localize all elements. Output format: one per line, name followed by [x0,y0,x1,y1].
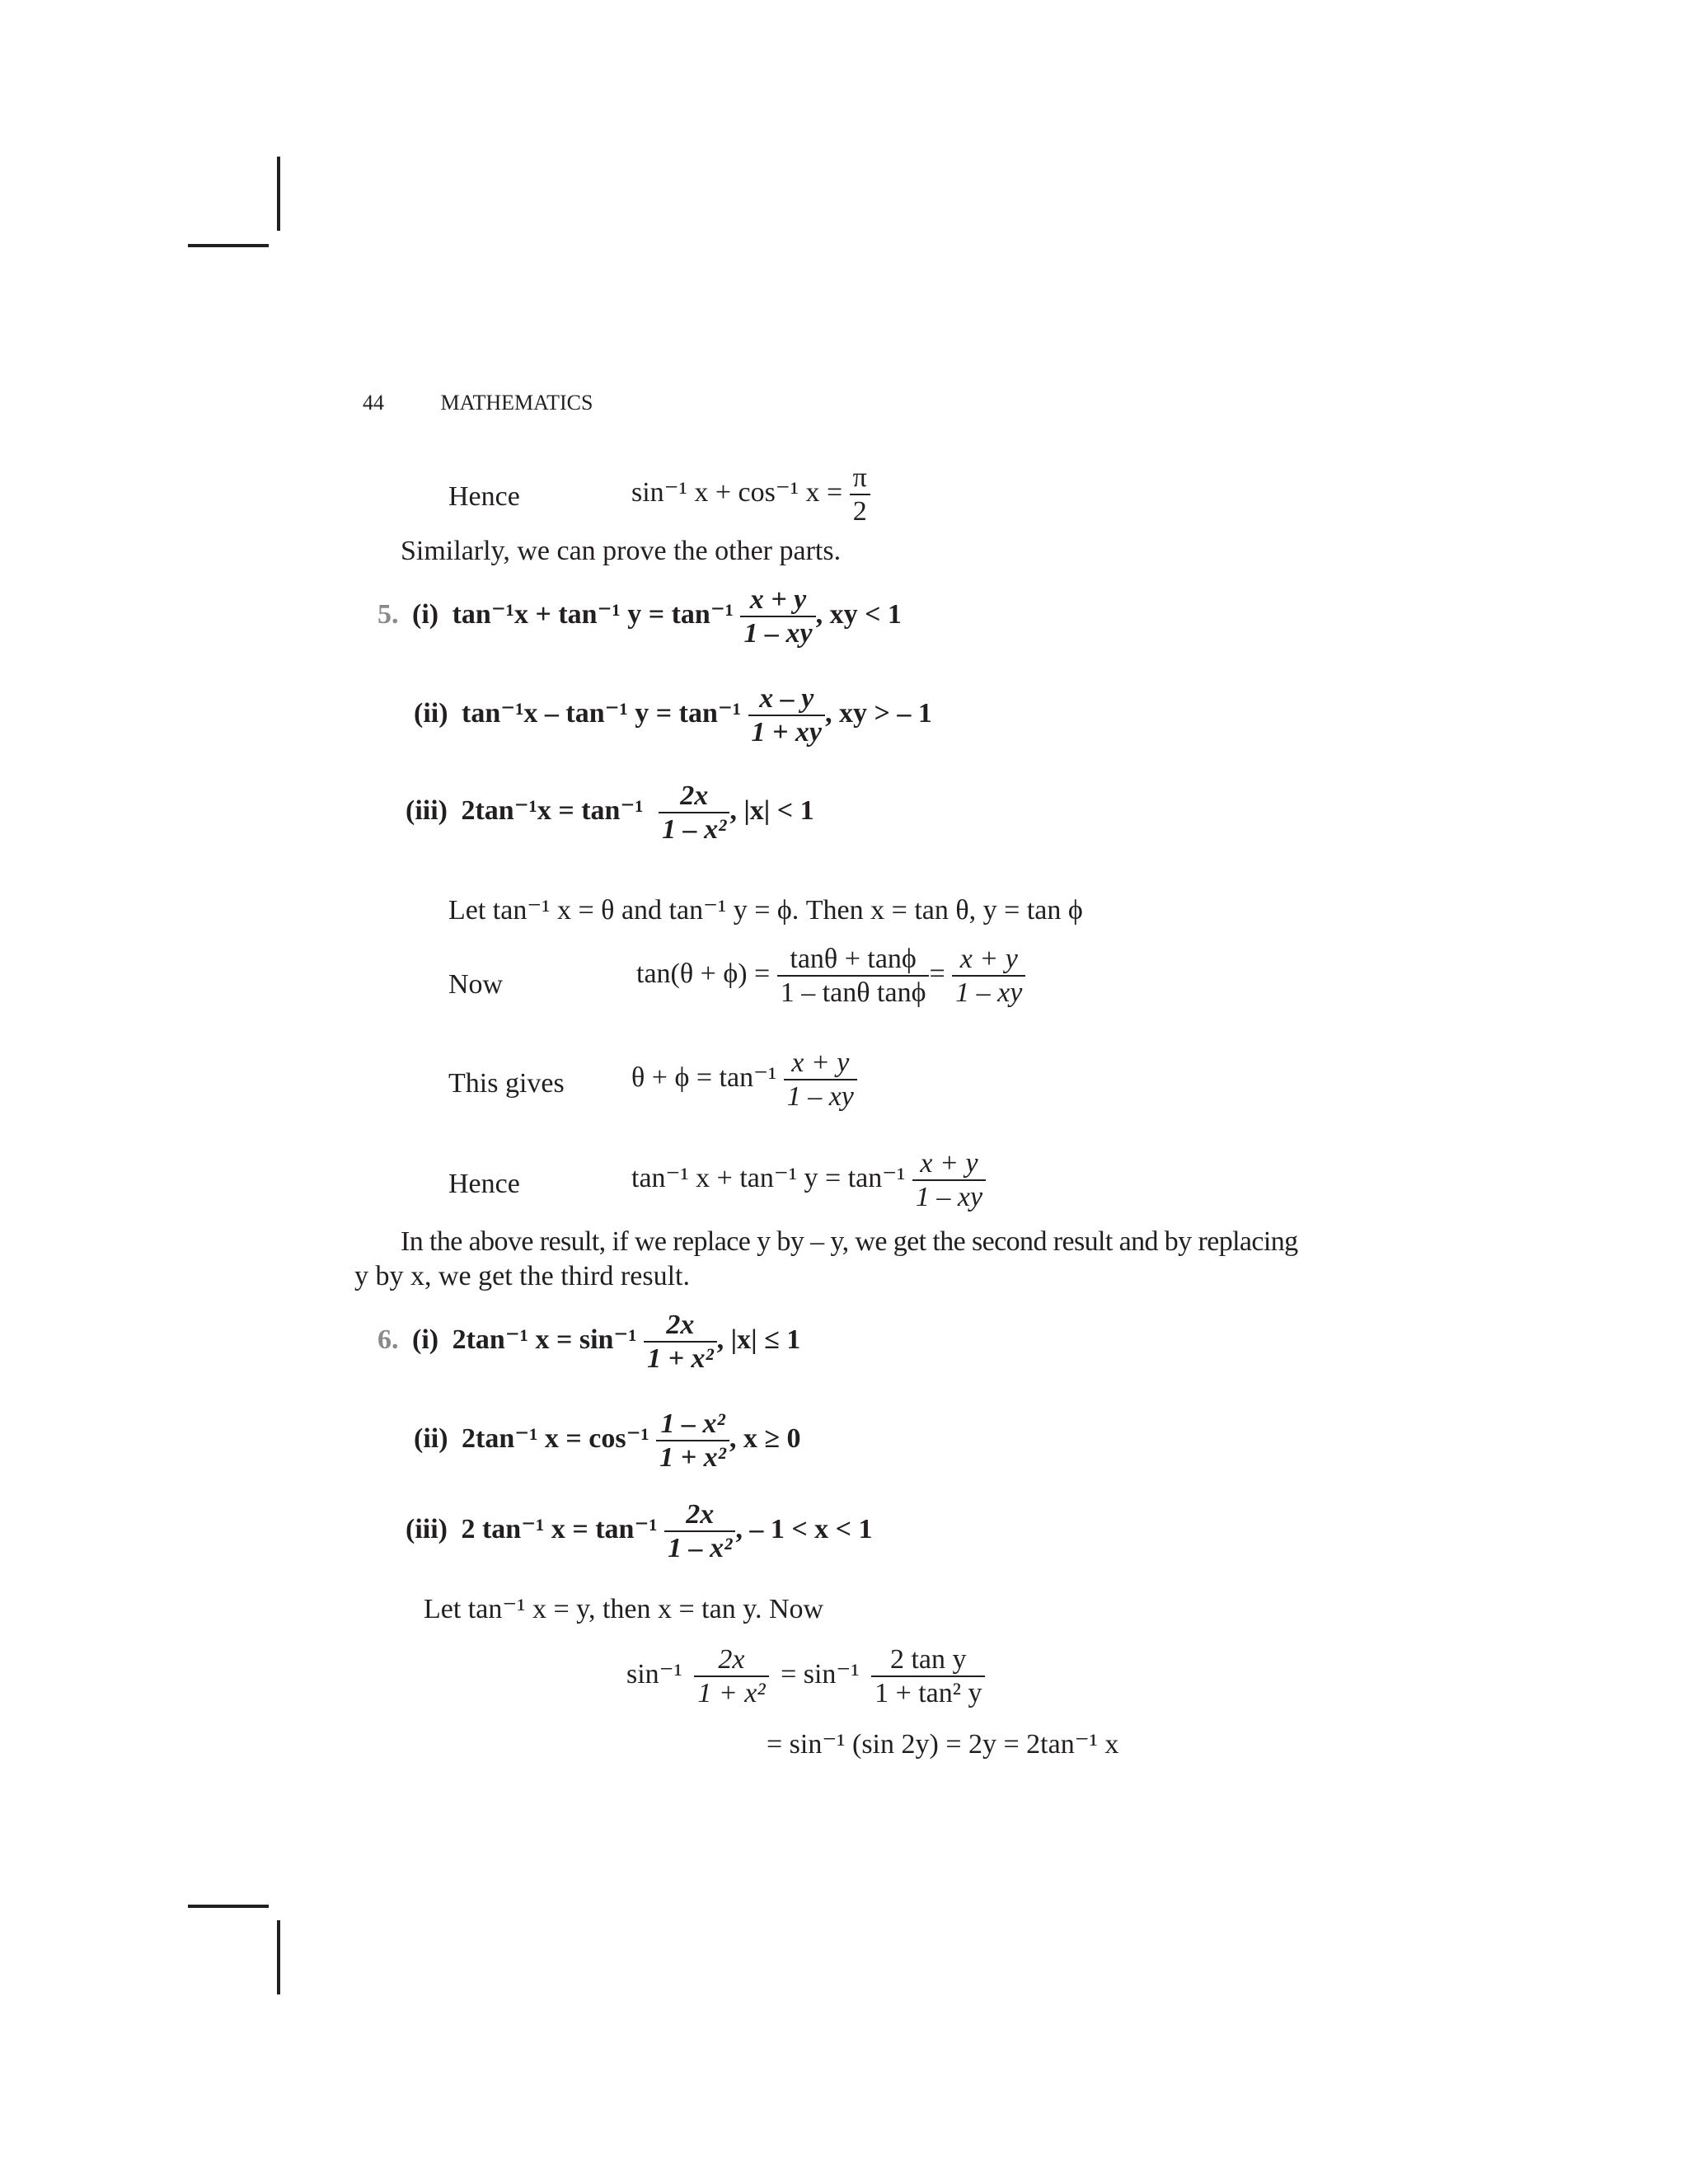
theorem-number: 6. [377,1324,399,1355]
crop-mark-top-horizontal [188,244,269,247]
proof5-paragraph-line-2: y by x, we get the third result. [354,1261,690,1291]
running-header [363,391,593,415]
equation-lhs: sin⁻¹ x + cos⁻¹ x = [631,476,843,508]
theorem-number: 5. [377,598,399,630]
crop-mark-bottom-vertical [277,1920,280,1994]
fraction: $\frac{\tan\theta + \tan\phi}{\text{1 – tanθ tanϕ}}$ [777,943,930,1009]
fraction: $\frac{2x}{\text{1 – x²}}$ [664,1498,735,1564]
theorem-5-part-ii: (ii) tan⁻¹x – tan⁻¹ y = tan⁻¹ $\frac{x - y}{1 + xy}$ , xy > – 1 [414,683,932,748]
fraction: $\frac{x + y}{1 - xy}$ [952,943,1025,1009]
page-number: 44 [363,391,384,415]
page-header-title: MATHEMATICS [440,391,593,415]
crop-mark-top-vertical [277,157,280,231]
theorem-6-part-ii: (ii) 2tan⁻¹ x = cos⁻¹ $\frac{\text{1 – x²}}{\text{1 + x²}}$ , x ≥ 0 [414,1408,801,1474]
proof5-gives-label: This gives [448,1068,565,1099]
fraction: $\frac{2x}{\text{1 + x²}}$ [694,1643,768,1709]
theorem-5-part-iii: (iii) 2tan⁻¹x = tan⁻¹ $\frac{2x}{\text{1 – x²}}$ , |x| < 1 [406,780,814,846]
proof5-paragraph-line-1: In the above result, if we replace y by – y, we get the second result and by replacing [401,1226,1298,1257]
proof5-hence-equation: tan⁻¹ x + tan⁻¹ y = tan⁻¹ $\frac{x + y}{1 - xy}$ [631,1147,986,1213]
similarly-text: Similarly, we can prove the other parts. [401,536,842,566]
fraction: $\frac{\text{1 – x²}}{\text{1 + x²}}$ [656,1408,729,1474]
theorem-6-part-i: 6. (i) 2tan⁻¹ x = sin⁻¹ $\frac{2x}{\text{1 + x²}}$ , |x| ≤ 1 [377,1310,801,1375]
proof6-let-line: Let tan⁻¹ x = y, then x = tan y. Now [424,1594,824,1624]
theorem-6-part-iii: (iii) 2 tan⁻¹ x = tan⁻¹ $\frac{2x}{\text{1 – x²}}$ , – 1 < x < 1 [406,1499,873,1564]
fraction-pi-over-2: $\frac{\pi}{2}$ [850,462,870,527]
fraction: $\frac{x - y}{1 + xy}$ [748,682,825,748]
fraction: $\frac{2x}{\text{1 + x²}}$ [644,1309,717,1375]
equation-sin-cos [631,462,870,527]
hence-label: Hence [448,481,520,512]
proof5-gives-equation: θ + ϕ = tan⁻¹ $\frac{x + y}{1 - xy}$ [631,1047,857,1113]
proof5-let-line: Let tan⁻¹ x = θ and tan⁻¹ y = ϕ. Then x = tan θ, y = tan ϕ [448,895,1083,926]
fraction: $\frac{x + y}{1 - xy}$ [784,1047,857,1113]
proof6-equation-line-2: = sin⁻¹ (sin 2y) = 2y = 2tan⁻¹ x [767,1729,1119,1760]
fraction: $\frac{\text{2 tan y}}{\text{1 + tan² y}}$ [871,1643,985,1709]
proof5-hence-label: Hence [448,1169,520,1199]
proof5-now-label: Now [448,969,504,1000]
fraction: $\frac{2x}{\text{1 – x²}}$ [659,780,729,846]
fraction: $\frac{x + y}{1 - xy}$ [912,1147,986,1213]
fraction: $\frac{x + y}{1 - xy}$ [740,583,815,649]
crop-mark-bottom-horizontal [188,1905,269,1908]
theorem-5-part-i: 5. (i) tan⁻¹x + tan⁻¹ y = tan⁻¹ $\frac{x + y}{1 - xy}$ , xy < 1 [377,584,902,649]
proof5-now-equation: tan(θ + ϕ) = $\frac{\tan\theta + \tan\phi}{\text{1 – tanθ tanϕ}}$ = $\frac{x + y}{1 - xy}$ [636,943,1025,1009]
proof6-equation-line-1: sin⁻¹ $\frac{2x}{\text{1 + x²}}$ = sin⁻¹ $\frac{\text{2 tan y}}{\text{1 + tan² y}}$ [626,1643,985,1709]
